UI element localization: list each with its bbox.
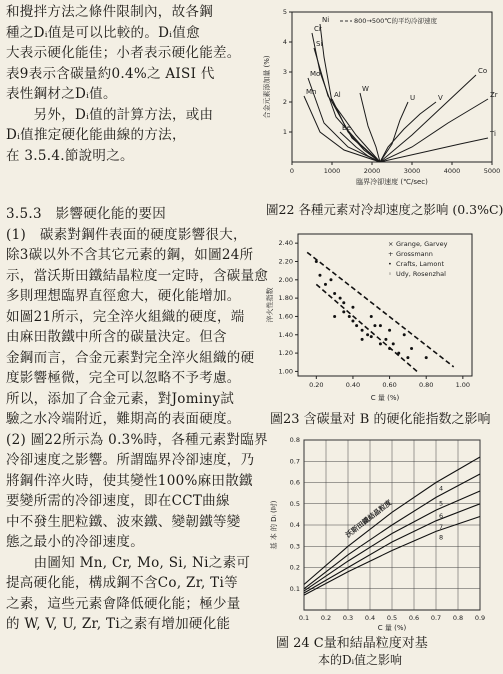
- series-line-cr: [312, 33, 380, 162]
- series-label-7: 7: [439, 522, 444, 531]
- y-axis-label: 淬火性指数: [266, 287, 274, 323]
- x-tick-label: 4000: [443, 167, 461, 175]
- series-label-u: U: [410, 94, 416, 102]
- text-line: 提高硬化能，構成鋼不含Co, Zr, Ti等: [6, 575, 238, 591]
- section-paragraph: [6, 204, 268, 635]
- y-tick-label: 1.00: [278, 367, 293, 376]
- y-tick-label: 4: [282, 38, 287, 46]
- data-point: [388, 347, 391, 350]
- text-line: 由圖知 Mn, Cr, Mo, Si, Ni之素可: [6, 554, 251, 571]
- y-tick-label: 0.3: [289, 542, 300, 551]
- y-axis-label: 合金元素添加量 (%): [263, 55, 271, 119]
- text-line: 中不發生肥粒鐵、波來鐵、變韌鐵等變: [6, 513, 241, 530]
- text-line: 之素，這些元素會降低硬化能；極少量: [6, 595, 241, 612]
- y-tick-label: 0.5: [289, 499, 300, 508]
- plot-frame: [292, 12, 492, 162]
- data-point: [315, 260, 318, 263]
- series-line-u: [380, 102, 408, 162]
- x-tick-label: 3000: [403, 167, 421, 175]
- data-point: [318, 274, 321, 277]
- text-line: 金鋼而言，合金元素對完全淬火組織的硬: [6, 349, 255, 366]
- x-tick-label: 1.00: [455, 381, 471, 389]
- legend-marker: ×: [388, 240, 394, 248]
- series-label-co: Co: [478, 67, 488, 75]
- x-tick-label: 0.3: [342, 614, 354, 622]
- text-line: 表9表示含碳量約0.4%之 AISI 代: [6, 65, 215, 82]
- series-line-si: [314, 48, 380, 162]
- text-line: 多則理想臨界直徑愈大，硬化能增加。: [6, 288, 241, 304]
- figure-24-caption-line1: 圖 24 C量和結晶粒度对基: [276, 636, 428, 651]
- y-tick-label: 0.4: [289, 521, 300, 529]
- legend-note: 800→500℃的平均冷卻速度: [354, 17, 438, 25]
- text-line: (2) 圖22所示為 0.3%時，各種元素對臨界: [6, 431, 268, 448]
- data-point: [342, 301, 345, 304]
- text-line: 和攪拌方法之條件限制內，故各鋼: [6, 4, 213, 20]
- text-line: 的 W, V, U, Zr, Ti之素有增加硬化能: [6, 616, 231, 632]
- figure-23-caption: 圖23 含碳量对 B 的硬化能指数之影响: [270, 412, 491, 427]
- y-tick-label: 1: [282, 128, 287, 136]
- data-point: [342, 310, 345, 313]
- text-line: 另外，Dᵢ值的計算方法，或由: [6, 106, 214, 123]
- y-tick-label: 0.1: [289, 584, 300, 593]
- series-label-8: 8: [439, 533, 444, 542]
- data-point: [351, 320, 354, 323]
- series-label-si: Si: [316, 40, 323, 48]
- data-point: [333, 292, 336, 295]
- y-tick-label: 2.00: [278, 275, 293, 284]
- text-line: Dᵢ值推定硬化能曲線的方法，: [6, 127, 186, 143]
- text-line: (1) 碳素對鋼件表面的硬度影響很大，: [6, 226, 247, 243]
- text-line: 所以，添加了合金元素，對Jominy試: [6, 390, 235, 407]
- legend-marker: +: [388, 250, 394, 258]
- series-label-ni: Ni: [322, 16, 330, 24]
- legend-entry: Udy, Rosenzhal: [396, 270, 446, 278]
- series-line-v: [380, 102, 436, 162]
- text-line: 除3碳以外不含其它元素的鋼，如圖24所: [6, 247, 254, 263]
- series-label-5: 5: [439, 499, 444, 508]
- data-point: [351, 306, 354, 309]
- series-label-ti: Ti: [490, 130, 497, 138]
- legend-entry: Grange, Garvey: [396, 240, 448, 248]
- series-label-mo: Mo: [310, 70, 321, 78]
- y-tick-label: 2.40: [278, 239, 293, 248]
- x-tick-label: 0.1: [298, 614, 310, 622]
- data-point: [379, 324, 382, 327]
- x-tick-label: 0.2: [320, 614, 332, 622]
- y-tick-label: 5: [282, 8, 287, 16]
- text-line: 表性鋼材之Dᵢ值。: [6, 86, 117, 102]
- text-line: 3.5.3 影響硬化能的要因: [6, 206, 167, 222]
- x-tick-label: 5000: [483, 167, 501, 175]
- data-point: [370, 335, 373, 338]
- y-tick-label: 0.8: [289, 436, 300, 444]
- data-point: [379, 342, 382, 345]
- data-point: [333, 315, 336, 318]
- plot-frame: [298, 234, 472, 376]
- series-label-cr: Cr: [314, 25, 322, 33]
- y-tick-label: 1.80: [278, 294, 293, 303]
- x-tick-label: 0.6: [408, 614, 420, 622]
- text-line: 度影響極微，完全可以忽略不予考慮。: [6, 370, 241, 386]
- data-point: [361, 338, 364, 341]
- x-tick-label: 0.4: [364, 614, 376, 622]
- data-point: [392, 342, 395, 345]
- text-line: 冷卻速度之影響。所謂臨界冷卻速度，乃: [6, 452, 255, 468]
- series-line-ti: [380, 138, 488, 162]
- series-label-zr: Zr: [490, 91, 498, 99]
- y-tick-label: 0.6: [289, 478, 300, 487]
- data-point: [410, 347, 413, 350]
- data-point: [388, 329, 391, 332]
- y-tick-label: 0.2: [289, 563, 300, 572]
- text-line: 在 3.5.4.節說明之。: [6, 147, 134, 164]
- text-line: 示，當沃斯田鐵結晶粒度一定時，含碳量愈: [6, 267, 269, 284]
- band-lower-line: [316, 284, 417, 371]
- data-point: [366, 333, 369, 336]
- x-tick-label: 0.80: [418, 381, 434, 389]
- legend-marker: •: [388, 260, 392, 268]
- data-point: [425, 356, 428, 359]
- data-point: [355, 324, 358, 327]
- data-point: [348, 315, 351, 318]
- text-line: 種之Dᵢ值是可以比較的。Dᵢ值愈: [6, 24, 200, 41]
- data-point: [339, 297, 342, 300]
- figure-24-caption-line2: 本的Dᵢ值之影响: [318, 653, 403, 667]
- y-tick-label: 0.7: [289, 457, 300, 466]
- data-point: [324, 283, 327, 286]
- data-point: [370, 315, 373, 318]
- x-tick-label: 0.9: [474, 614, 486, 622]
- x-axis-label: C 量 (%): [377, 624, 407, 632]
- x-tick-label: 0.5: [386, 614, 398, 622]
- series-label-4: 4: [439, 484, 444, 493]
- figure-22-chart: [260, 2, 501, 196]
- data-point: [361, 329, 364, 332]
- x-tick-label: 0.7: [430, 614, 442, 622]
- series-label-6: 6: [439, 512, 444, 521]
- data-point: [406, 356, 409, 359]
- figure-24-chart: [266, 432, 488, 632]
- x-tick-label: 0.40: [345, 381, 361, 389]
- series-label-al: Al: [334, 91, 341, 99]
- series-label-w: W: [362, 85, 369, 93]
- text-line: 要變所需的冷卻速度，即在CCT曲線: [6, 493, 230, 509]
- series-label-v: V: [438, 94, 443, 102]
- intro-paragraph: [6, 2, 258, 166]
- y-tick-label: 1.60: [278, 312, 293, 321]
- y-tick-label: 3: [282, 68, 287, 76]
- y-axis-label: 基 本 的 Dᵢ (吋): [270, 500, 278, 550]
- data-point: [384, 338, 387, 341]
- y-tick-label: 2.20: [278, 257, 293, 266]
- x-tick-label: 2000: [363, 167, 381, 175]
- series-label-mn: Mn: [306, 88, 317, 96]
- data-point: [373, 324, 376, 327]
- text-line: 態之最小的冷卻速度。: [6, 534, 144, 550]
- x-tick-label: 0.20: [309, 381, 324, 389]
- text-line: 由麻田散鐵中所含的碳量決定。但含: [6, 329, 227, 345]
- x-axis-label: C 量 (%): [370, 394, 400, 402]
- series-line-al: [332, 99, 380, 162]
- text-line: 將鋼件淬火時，使其變性100%麻田散鐵: [6, 472, 253, 489]
- x-tick-label: 0: [289, 167, 295, 175]
- legend-entry: Grossmann: [396, 250, 433, 258]
- x-tick-label: 0.8: [452, 614, 464, 622]
- data-point: [329, 278, 332, 281]
- series-line-co: [380, 75, 476, 162]
- curve-annotation: 沃斯田鐵結晶粒度: [344, 498, 394, 540]
- y-tick-label: 1.20: [278, 349, 293, 358]
- figure-22-caption: 圖22 各種元素对冷却速度之影响 (0.3%C): [266, 202, 503, 217]
- data-point: [397, 352, 400, 355]
- x-tick-label: 0.60: [382, 381, 397, 389]
- y-tick-label: 2: [282, 98, 287, 106]
- legend-marker: ◦: [388, 270, 392, 278]
- x-axis-label: 臨界冷卻速度 (℃/sec): [356, 178, 428, 186]
- text-line: 驗之水冷端附近，難期高的表面硬度。: [6, 411, 241, 427]
- data-point: [403, 333, 406, 336]
- text-line: 大表示硬化能佳；小者表示硬化能差。: [6, 45, 241, 61]
- text-line: 如圖21所示，完全淬火組織的硬度，端: [6, 308, 245, 325]
- x-tick-label: 1000: [323, 167, 341, 175]
- figure-23-chart: [262, 226, 484, 406]
- legend-entry: Crafts, Lamont: [396, 260, 445, 268]
- y-tick-label: 1.40: [278, 330, 293, 339]
- series-label-be: Be: [342, 124, 352, 132]
